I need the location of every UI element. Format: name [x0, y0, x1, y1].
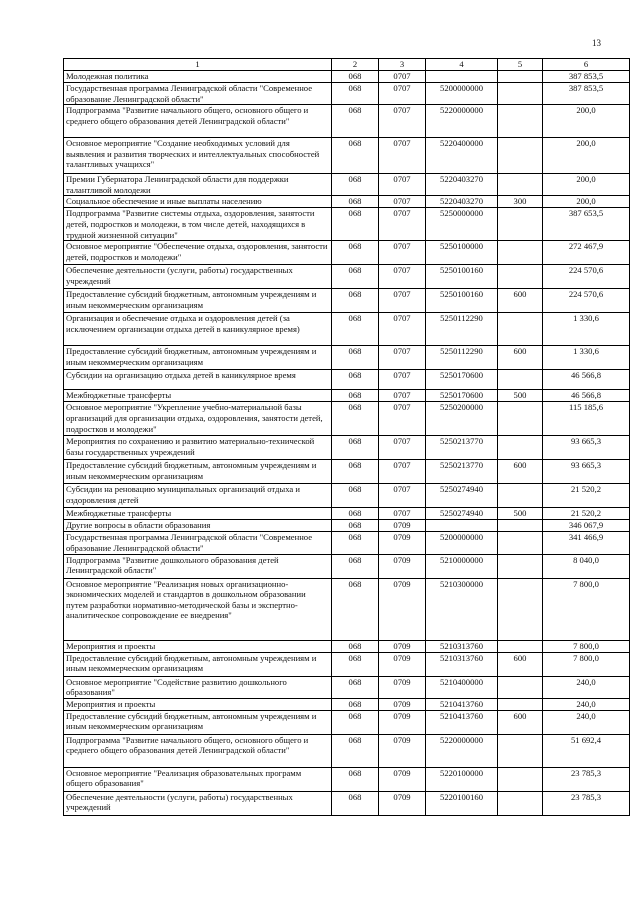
- row-csr: 5220000000: [426, 734, 498, 767]
- row-vr: [498, 520, 543, 532]
- row-sum: 200,0: [543, 174, 630, 196]
- row-rz: 0707: [379, 390, 426, 402]
- row-csr: 5250274940: [426, 484, 498, 508]
- row-vr: [498, 208, 543, 241]
- row-csr: 5250213770: [426, 460, 498, 484]
- row-ved: 068: [332, 346, 379, 370]
- table-row: [64, 710, 630, 734]
- row-csr: 5210300000: [426, 578, 498, 640]
- table-row: [64, 698, 630, 710]
- row-sum: 387 853,5: [543, 83, 630, 105]
- row-ved: 068: [332, 734, 379, 767]
- row-csr: [426, 520, 498, 532]
- row-csr: 5250274940: [426, 508, 498, 520]
- column-number-row: [64, 59, 630, 71]
- row-rz: 0707: [379, 71, 426, 83]
- row-vr: [498, 174, 543, 196]
- table-row: [64, 313, 630, 346]
- row-sum: 224 570,6: [543, 265, 630, 289]
- row-sum: 93 665,3: [543, 460, 630, 484]
- row-name: Организация и обеспечение отдыха и оздоровления детей (за исключением организации отдыха детей в каникулярное время): [64, 313, 332, 346]
- row-csr: 5210413760: [426, 698, 498, 710]
- row-rz: 0707: [379, 196, 426, 208]
- row-vr: [498, 698, 543, 710]
- table-row: [64, 520, 630, 532]
- row-csr: 5250170600: [426, 390, 498, 402]
- row-vr: [498, 83, 543, 105]
- row-ved: 068: [332, 138, 379, 174]
- row-ved: 068: [332, 652, 379, 676]
- row-ved: 068: [332, 484, 379, 508]
- row-csr: 5250000000: [426, 208, 498, 241]
- row-sum: 51 692,4: [543, 734, 630, 767]
- page-number: 13: [592, 38, 601, 48]
- row-csr: 5250100160: [426, 265, 498, 289]
- column-header: 4: [426, 59, 498, 71]
- budget-table: [63, 58, 630, 816]
- table-row: [64, 105, 630, 138]
- row-vr: [498, 105, 543, 138]
- row-csr: 5250112290: [426, 346, 498, 370]
- row-csr: 5250100000: [426, 241, 498, 265]
- row-ved: 068: [332, 578, 379, 640]
- row-ved: 068: [332, 390, 379, 402]
- row-sum: 387 853,5: [543, 71, 630, 83]
- row-name: Подпрограмма "Развитие начального общего, основного общего и среднего общего образования детей Ленинградской области": [64, 734, 332, 767]
- row-ved: 068: [332, 554, 379, 578]
- row-vr: [498, 436, 543, 460]
- row-rz: 0709: [379, 767, 426, 791]
- row-sum: 240,0: [543, 698, 630, 710]
- row-csr: 5220400000: [426, 138, 498, 174]
- row-vr: 500: [498, 390, 543, 402]
- row-name: Мероприятия и проекты: [64, 640, 332, 652]
- row-name: Основное мероприятие "Обеспечение отдыха, оздоровления, занятости детей, подростков и молодежи": [64, 241, 332, 265]
- row-csr: 5210000000: [426, 554, 498, 578]
- row-rz: 0709: [379, 676, 426, 698]
- row-sum: 200,0: [543, 196, 630, 208]
- row-sum: 1 330,6: [543, 346, 630, 370]
- table-row: [64, 436, 630, 460]
- row-sum: 46 566,8: [543, 390, 630, 402]
- table-row: [64, 640, 630, 652]
- row-sum: 1 330,6: [543, 313, 630, 346]
- row-vr: 600: [498, 652, 543, 676]
- row-sum: 346 067,9: [543, 520, 630, 532]
- row-rz: 0707: [379, 208, 426, 241]
- row-sum: 21 520,2: [543, 484, 630, 508]
- table-row: [64, 196, 630, 208]
- row-csr: 5250170600: [426, 370, 498, 390]
- row-csr: 5220000000: [426, 105, 498, 138]
- row-sum: 115 185,6: [543, 402, 630, 436]
- row-name: Предоставление субсидий бюджетным, автономным учреждениям и иным некоммерческим организациям: [64, 710, 332, 734]
- row-rz: 0709: [379, 554, 426, 578]
- row-name: Субсидии на организацию отдыха детей в каникулярное время: [64, 370, 332, 390]
- row-sum: 21 520,2: [543, 508, 630, 520]
- row-vr: [498, 313, 543, 346]
- table-row: [64, 508, 630, 520]
- row-name: Обеспечение деятельности (услуги, работы) государственных учреждений: [64, 265, 332, 289]
- row-vr: [498, 578, 543, 640]
- row-sum: 7 800,0: [543, 578, 630, 640]
- row-rz: 0707: [379, 138, 426, 174]
- row-rz: 0709: [379, 652, 426, 676]
- row-sum: 341 466,9: [543, 532, 630, 554]
- table-row: [64, 370, 630, 390]
- row-ved: 068: [332, 767, 379, 791]
- row-name: Государственная программа Ленинградской области "Современное образование Ленинградской области": [64, 532, 332, 554]
- row-ved: 068: [332, 241, 379, 265]
- table-row: [64, 208, 630, 241]
- row-ved: 068: [332, 83, 379, 105]
- table-row: [64, 554, 630, 578]
- row-vr: 500: [498, 508, 543, 520]
- row-vr: [498, 676, 543, 698]
- table-row: [64, 676, 630, 698]
- row-csr: 5210400000: [426, 676, 498, 698]
- row-ved: 068: [332, 289, 379, 313]
- row-sum: 240,0: [543, 710, 630, 734]
- row-rz: 0707: [379, 402, 426, 436]
- row-ved: 068: [332, 313, 379, 346]
- table-row: [64, 578, 630, 640]
- table-row: [64, 174, 630, 196]
- row-rz: 0707: [379, 83, 426, 105]
- row-name: Премии Губернатора Ленинградской области для поддержки талантливой молодежи: [64, 174, 332, 196]
- row-ved: 068: [332, 208, 379, 241]
- row-name: Социальное обеспечение и иные выплаты населению: [64, 196, 332, 208]
- row-vr: [498, 640, 543, 652]
- table-row: [64, 71, 630, 83]
- row-rz: 0709: [379, 710, 426, 734]
- table-row: [64, 346, 630, 370]
- row-sum: 200,0: [543, 138, 630, 174]
- row-csr: 5250100160: [426, 289, 498, 313]
- row-name: Обеспечение деятельности (услуги, работы) государственных учреждений: [64, 791, 332, 815]
- row-ved: 068: [332, 71, 379, 83]
- row-csr: 5210313760: [426, 652, 498, 676]
- row-sum: 8 040,0: [543, 554, 630, 578]
- row-ved: 068: [332, 791, 379, 815]
- row-name: Предоставление субсидий бюджетным, автономным учреждениям и иным некоммерческим организациям: [64, 289, 332, 313]
- row-rz: 0709: [379, 640, 426, 652]
- table-row: [64, 460, 630, 484]
- column-header: 1: [64, 59, 332, 71]
- row-sum: 93 665,3: [543, 436, 630, 460]
- row-name: Мероприятия и проекты: [64, 698, 332, 710]
- row-name: Предоставление субсидий бюджетным, автономным учреждениям и иным некоммерческим организациям: [64, 346, 332, 370]
- row-ved: 068: [332, 508, 379, 520]
- table-row: [64, 265, 630, 289]
- row-vr: 600: [498, 710, 543, 734]
- column-header: 3: [379, 59, 426, 71]
- table-row: [64, 484, 630, 508]
- row-ved: 068: [332, 698, 379, 710]
- row-sum: 23 785,3: [543, 767, 630, 791]
- table-row: [64, 532, 630, 554]
- row-ved: 068: [332, 196, 379, 208]
- row-rz: 0709: [379, 520, 426, 532]
- row-csr: 5250112290: [426, 313, 498, 346]
- table-row: [64, 83, 630, 105]
- row-name: Основное мероприятие "Создание необходимых условий для выявления и развития творческих и интеллектуальных способностей талантливых учащихся": [64, 138, 332, 174]
- row-csr: [426, 71, 498, 83]
- row-ved: 068: [332, 174, 379, 196]
- row-ved: 068: [332, 676, 379, 698]
- row-csr: 5210313760: [426, 640, 498, 652]
- row-vr: [498, 484, 543, 508]
- row-name: Подпрограмма "Развитие дошкольного образования детей Ленинградской области": [64, 554, 332, 578]
- table-row: [64, 289, 630, 313]
- row-sum: 46 566,8: [543, 370, 630, 390]
- row-sum: 23 785,3: [543, 791, 630, 815]
- row-ved: 068: [332, 532, 379, 554]
- row-rz: 0709: [379, 578, 426, 640]
- row-sum: 240,0: [543, 676, 630, 698]
- row-vr: [498, 734, 543, 767]
- row-rz: 0707: [379, 105, 426, 138]
- row-csr: 5220403270: [426, 196, 498, 208]
- row-vr: [498, 554, 543, 578]
- row-rz: 0709: [379, 734, 426, 767]
- row-ved: 068: [332, 370, 379, 390]
- row-name: Подпрограмма "Развитие начального общего, основного общего и среднего общего образования детей Ленинградской области": [64, 105, 332, 138]
- row-name: Молодежная политика: [64, 71, 332, 83]
- row-name: Предоставление субсидий бюджетным, автономным учреждениям и иным некоммерческим организациям: [64, 460, 332, 484]
- row-rz: 0707: [379, 174, 426, 196]
- row-rz: 0707: [379, 346, 426, 370]
- row-vr: [498, 138, 543, 174]
- row-ved: 068: [332, 710, 379, 734]
- row-sum: 7 800,0: [543, 652, 630, 676]
- row-rz: 0709: [379, 698, 426, 710]
- row-name: Другие вопросы в области образования: [64, 520, 332, 532]
- row-rz: 0707: [379, 460, 426, 484]
- row-vr: [498, 791, 543, 815]
- row-vr: 600: [498, 289, 543, 313]
- row-name: Субсидии на реновацию муниципальных организаций отдыха и оздоровления детей: [64, 484, 332, 508]
- row-rz: 0709: [379, 532, 426, 554]
- table-row: [64, 402, 630, 436]
- row-vr: 600: [498, 460, 543, 484]
- row-csr: 5220100160: [426, 791, 498, 815]
- table-row: [64, 390, 630, 402]
- row-name: Мероприятия по сохранению и развитию материально-технической базы государственных учреждений: [64, 436, 332, 460]
- row-csr: 5210413760: [426, 710, 498, 734]
- row-ved: 068: [332, 460, 379, 484]
- row-name: Межбюджетные трансферты: [64, 390, 332, 402]
- row-csr: 5220403270: [426, 174, 498, 196]
- row-ved: 068: [332, 402, 379, 436]
- table-row: [64, 138, 630, 174]
- row-sum: 272 467,9: [543, 241, 630, 265]
- row-rz: 0707: [379, 265, 426, 289]
- row-name: Основное мероприятие "Укрепление учебно-материальной базы организаций для организации отдыха, оздоровления, занятости детей, подростков и молодежи": [64, 402, 332, 436]
- row-csr: 5250200000: [426, 402, 498, 436]
- row-sum: 387 653,5: [543, 208, 630, 241]
- table-row: [64, 652, 630, 676]
- row-rz: 0707: [379, 436, 426, 460]
- row-vr: [498, 767, 543, 791]
- table-row: [64, 241, 630, 265]
- row-vr: [498, 370, 543, 390]
- row-ved: 068: [332, 520, 379, 532]
- row-vr: 300: [498, 196, 543, 208]
- row-vr: [498, 71, 543, 83]
- table-row: [64, 791, 630, 815]
- row-ved: 068: [332, 436, 379, 460]
- row-vr: [498, 241, 543, 265]
- row-sum: 200,0: [543, 105, 630, 138]
- row-vr: [498, 532, 543, 554]
- row-name: Основное мероприятие "Реализация новых организационно-экономических моделей и стандартов в дошкольном образовании путем разработки нормативно-методической базы и экспертно-аналитическое сопровождение ее внедрения": [64, 578, 332, 640]
- row-ved: 068: [332, 265, 379, 289]
- table-row: [64, 767, 630, 791]
- column-header: 6: [543, 59, 630, 71]
- row-csr: 5200000000: [426, 532, 498, 554]
- row-sum: 7 800,0: [543, 640, 630, 652]
- row-name: Основное мероприятие "Реализация образовательных программ общего образования": [64, 767, 332, 791]
- row-rz: 0707: [379, 370, 426, 390]
- row-ved: 068: [332, 640, 379, 652]
- row-rz: 0707: [379, 313, 426, 346]
- row-rz: 0709: [379, 791, 426, 815]
- row-name: Государственная программа Ленинградской области "Современное образование Ленинградской области": [64, 83, 332, 105]
- row-rz: 0707: [379, 241, 426, 265]
- row-rz: 0707: [379, 484, 426, 508]
- row-name: Межбюджетные трансферты: [64, 508, 332, 520]
- row-name: Основное мероприятие "Содействие развитию дошкольного образования": [64, 676, 332, 698]
- row-rz: 0707: [379, 289, 426, 313]
- table-row: [64, 734, 630, 767]
- row-vr: [498, 402, 543, 436]
- row-rz: 0707: [379, 508, 426, 520]
- row-name: Предоставление субсидий бюджетным, автономным учреждениям и иным некоммерческим организациям: [64, 652, 332, 676]
- column-header: 2: [332, 59, 379, 71]
- column-header: 5: [498, 59, 543, 71]
- row-csr: 5220100000: [426, 767, 498, 791]
- row-ved: 068: [332, 105, 379, 138]
- row-sum: 224 570,6: [543, 289, 630, 313]
- row-csr: 5200000000: [426, 83, 498, 105]
- row-vr: [498, 265, 543, 289]
- row-vr: 600: [498, 346, 543, 370]
- row-name: Подпрограмма "Развитие системы отдыха, оздоровления, занятости детей, подростков и молодежи, в том числе детей, находящихся в трудной жизненной ситуации": [64, 208, 332, 241]
- row-csr: 5250213770: [426, 436, 498, 460]
